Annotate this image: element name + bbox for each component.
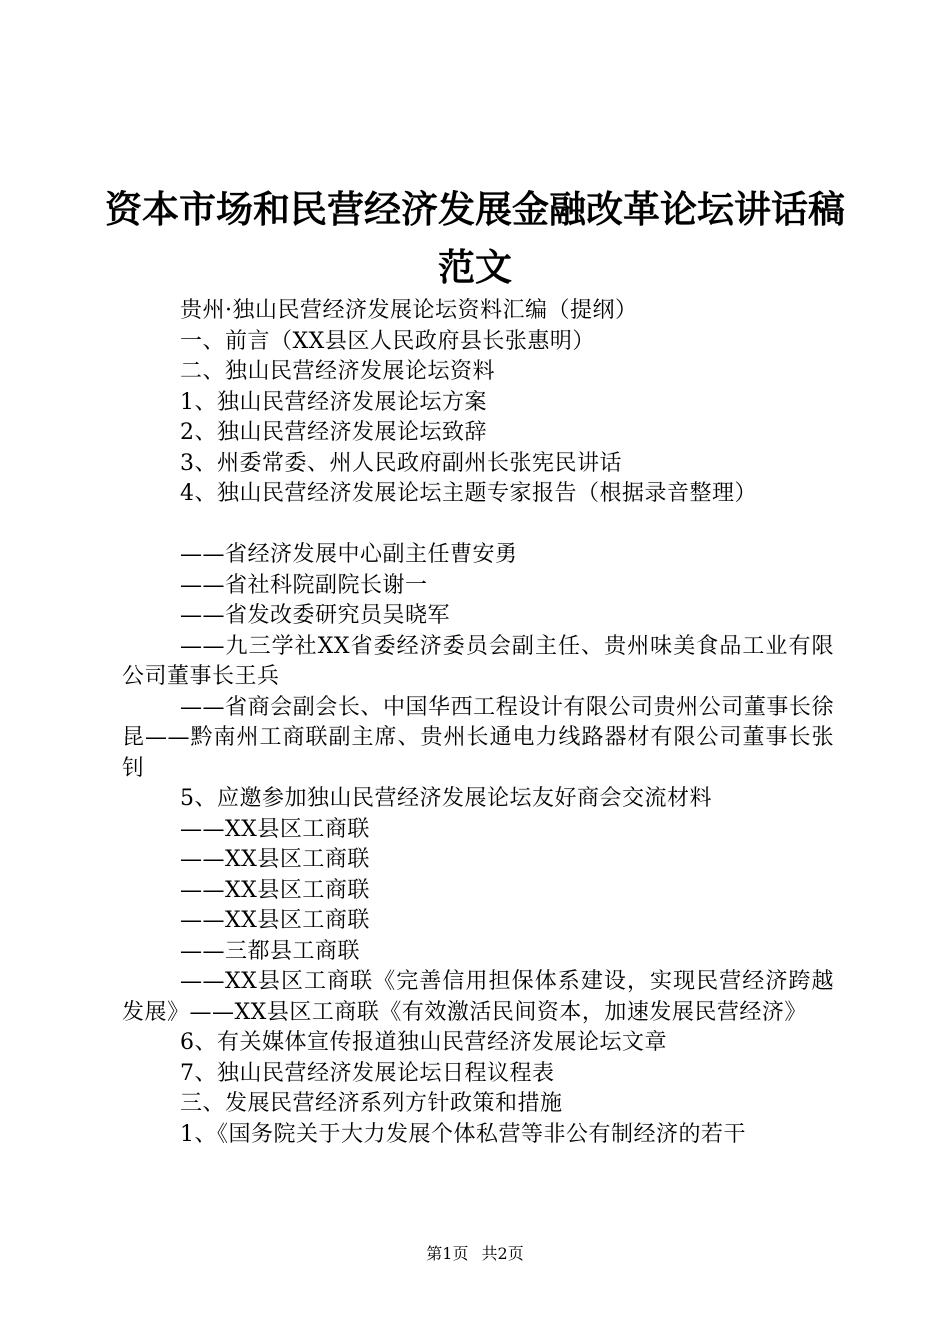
document-title-line-2: 范文 [438,246,512,289]
paragraph: ——XX县区工商联 [180,908,370,933]
paragraph: ——XX县区工商联 [180,816,370,842]
paragraph: 6、有关媒体宣传报道独山民营经济发展论坛文章 [180,1030,667,1055]
paragraph: 一、前言（XX县区人民政府县长张惠明） [180,328,595,354]
paragraph: ——省经济发展中心副主任曹安勇 [180,542,518,567]
paragraph: 1、独山民营经济发展论坛方案 [180,389,487,415]
paragraph: 贵州·独山民营经济发展论坛资料汇编（提纲） [180,298,638,323]
paragraph: 7、独山民营经济发展论坛日程议程表 [180,1060,555,1086]
paragraph: 1、《国务院关于大力发展个体私营等非公有制经济的若干 [180,1121,746,1147]
paragraph: 5、应邀参加独山民营经济发展论坛友好商会交流材料 [180,786,712,811]
document-title-line-1: 资本市场和民营经济发展金融改革论坛讲话稿 [105,188,845,231]
paragraph: ——XX县区工商联 [180,847,370,872]
paragraph: 三、发展民营经济系列方针政策和措施 [180,1091,563,1116]
paragraph: ——省商会副会长、中国华西工程设计有限公司贵州公司董事长徐昆——黔南州工商联副主席、贵州长通电力线路器材有限公司董事长张钊 [122,694,834,781]
paragraph: ——三都县工商联 [180,938,361,964]
paragraph: ——省社科院副院长谢一 [180,572,428,598]
paragraph: ——九三学社XX省委经济委员会副主任、贵州味美食品工业有限公司董事长王兵 [122,633,834,689]
blank-line [122,510,834,541]
document-body [122,296,834,1150]
paragraph: 3、州委常委、州人民政府副州长张宪民讲话 [180,450,622,476]
paragraph: 二、独山民营经济发展论坛资料 [180,359,496,384]
page-number: 第1页 [426,1244,469,1263]
paragraph: ——XX县区工商联《完善信用担保体系建设，实现民营经济跨越发展》——XX县区工商联《有效激活民间资本，加速发展民营经济》 [122,969,834,1025]
paragraph: 4、独山民营经济发展论坛主题专家报告（根据录音整理） [180,481,757,506]
paragraph: 2、独山民营经济发展论坛致辞 [180,420,487,445]
page-footer [0,1244,950,1264]
paragraph: ——省发改委研究员吴晓军 [180,603,451,628]
page-total: 共2页 [481,1244,524,1263]
paragraph: ——XX县区工商联 [180,877,370,903]
